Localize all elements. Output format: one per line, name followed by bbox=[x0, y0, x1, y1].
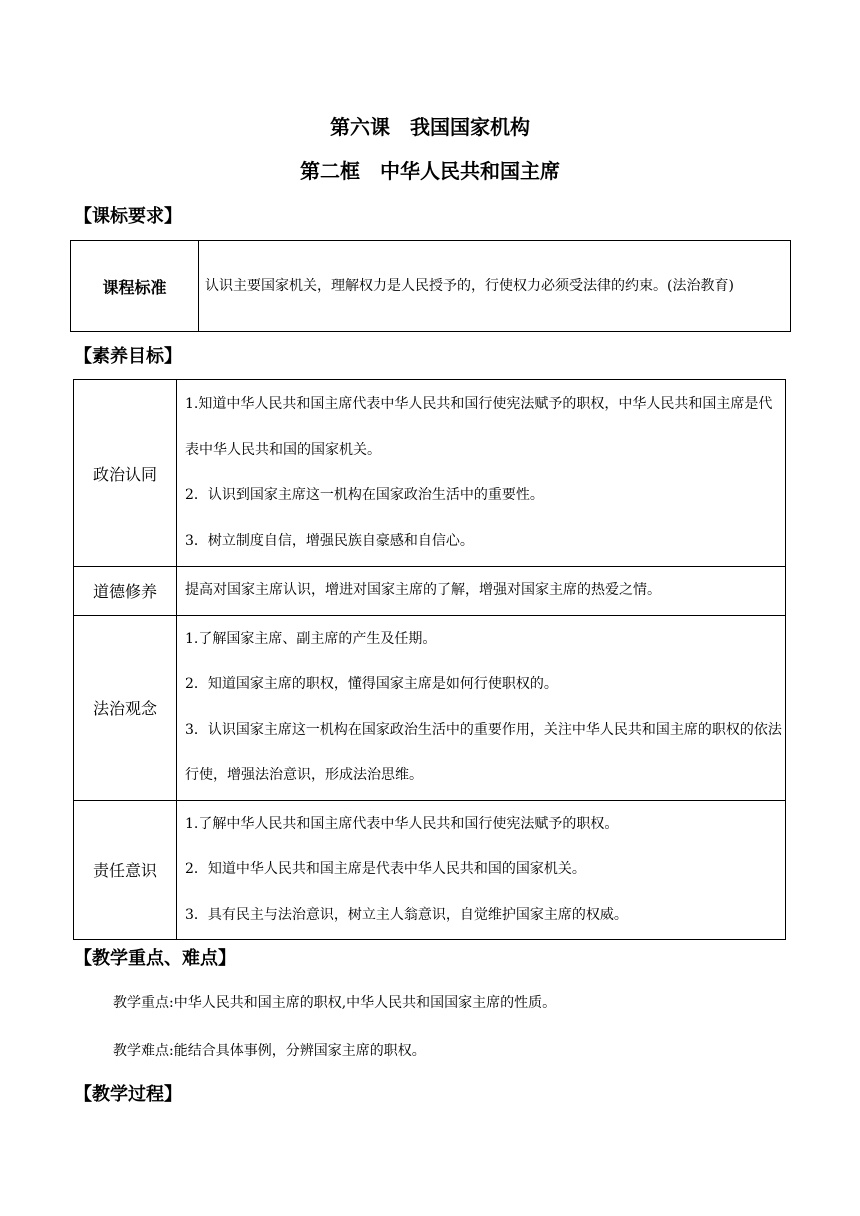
goal-item: 1.了解国家主席、副主席的产生及任期。 bbox=[185, 630, 437, 647]
goal-item: 2．认识到国家主席这一机构在国家政治生活中的重要性。 bbox=[185, 487, 544, 503]
goal-item: 2．知道中华人民共和国主席是代表中华人民共和国的国家机关。 bbox=[185, 861, 586, 877]
goal-label-moral-cultivation: 道德修养 bbox=[74, 567, 177, 616]
curriculum-standard-table bbox=[70, 240, 791, 332]
table-row bbox=[74, 380, 786, 567]
goal-content bbox=[177, 615, 786, 800]
lesson-title: 第六课 我国国家机构 bbox=[330, 115, 530, 139]
goal-label-responsibility: 责任意识 bbox=[74, 800, 177, 940]
goal-item: 3．认识国家主席这一机构在国家政治生活中的重要作用，关注中华人民共和国主席的职权的依法行使，增强法治意识，形成法治思维。 bbox=[185, 721, 782, 783]
standard-text: 认识主要国家机关，理解权力是人民授予的，行使权力必须受法律的约束。(法治教育) bbox=[199, 241, 791, 332]
table-row bbox=[74, 567, 786, 616]
goal-label-political-identity: 政治认同 bbox=[74, 380, 177, 567]
heading-key-points: 【教学重点、难点】 bbox=[74, 948, 236, 969]
heading-curriculum-standard: 【课标要求】 bbox=[74, 206, 182, 227]
goal-content bbox=[177, 800, 786, 940]
goal-item: 1.了解中华人民共和国主席代表中华人民共和国行使宪法赋予的职权。 bbox=[185, 815, 619, 832]
section-subtitle: 第二框 中华人民共和国主席 bbox=[300, 159, 560, 183]
goal-item: 1.知道中华人民共和国主席代表中华人民共和国行使宪法赋予的职权，中华人民共和国主席是代表中华人民共和国的国家机关。 bbox=[185, 396, 773, 458]
goal-item: 提高对国家主席认识，增进对国家主席的了解，增强对国家主席的热爱之情。 bbox=[185, 582, 661, 598]
teaching-focus: 教学重点:中华人民共和国主席的职权,中华人民共和国国家主席的性质。 bbox=[113, 995, 557, 1011]
goal-content bbox=[177, 567, 786, 616]
table-row bbox=[74, 800, 786, 940]
table-row bbox=[74, 615, 786, 800]
goal-content bbox=[177, 380, 786, 567]
goal-item: 3．树立制度自信，增强民族自豪感和自信心。 bbox=[185, 532, 474, 549]
standard-label: 课程标准 bbox=[71, 241, 199, 332]
heading-literacy-goals: 【素养目标】 bbox=[74, 346, 182, 367]
literacy-goals-table bbox=[73, 379, 786, 940]
goal-item: 2．知道国家主席的职权，懂得国家主席是如何行使职权的。 bbox=[185, 676, 558, 692]
goal-label-rule-of-law: 法治观念 bbox=[74, 615, 177, 800]
table-row bbox=[71, 241, 791, 332]
teaching-difficulty: 教学难点:能结合具体事例，分辨国家主席的职权。 bbox=[113, 1043, 426, 1059]
heading-teaching-process: 【教学过程】 bbox=[74, 1084, 182, 1105]
goal-item: 3．具有民主与法治意识，树立主人翁意识，自觉维护国家主席的权威。 bbox=[185, 906, 628, 923]
